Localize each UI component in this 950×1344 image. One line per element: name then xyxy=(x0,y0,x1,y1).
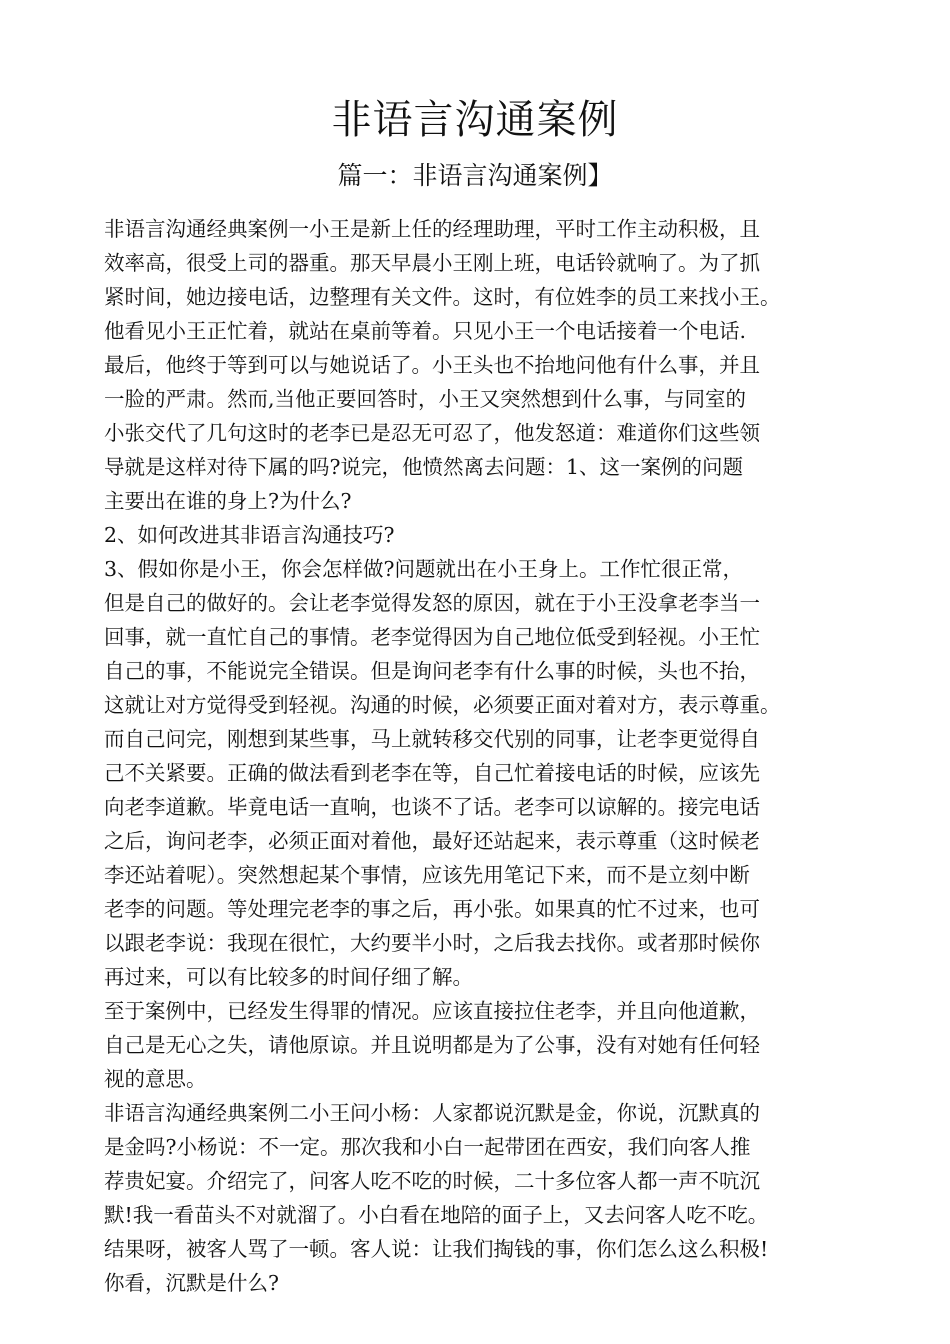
body-line: 李还站着呢）。突然想起某个事情，应该先用笔记下来，而不是立刻中断 xyxy=(104,863,750,887)
body-line: 他看见小王正忙着，就站在桌前等着。只见小王一个电话接着一个电话. xyxy=(104,319,747,343)
body-line: 非语言沟通经典案例一小王是新上任的经理助理，平时工作主动积极，且 xyxy=(104,217,760,241)
body-line: 自己是无心之失，请他原谅。并且说明都是为了公事，没有对她有任何轻 xyxy=(104,1033,760,1057)
body-line: 一脸的严肃。然而,当他正要回答时，小王又突然想到什么事，与同室的 xyxy=(104,387,747,411)
body-line: 而自己问完，刚想到某些事，马上就转移交代别的同事，让老李更觉得自 xyxy=(104,727,760,751)
body-line: 己不关紧要。正确的做法看到老李在等，自己忙着接电话的时候，应该先 xyxy=(104,761,760,785)
body-line: 以跟老李说：我现在很忙，大约要半小时，之后我去找你。或者那时候你 xyxy=(104,931,760,955)
body-line: 视的意思。 xyxy=(104,1067,207,1091)
body-line: 这就让对方觉得受到轻视。沟通的时候，必须要正面对着对方，表示尊重。 xyxy=(104,693,781,717)
body-line: 回事，就一直忙自己的事情。老李觉得因为自己地位低受到轻视。小王忙 xyxy=(104,625,760,649)
body-line: 非语言沟通经典案例二小王问小杨：人家都说沉默是金，你说，沉默真的 xyxy=(104,1101,760,1125)
body-line: 是金吗?小杨说：不一定。那次我和小白一起带团在西安，我们向客人推 xyxy=(104,1135,751,1159)
body-line: 默!我一看苗头不对就溜了。小白看在地陪的面子上，又去问客人吃不吃。 xyxy=(104,1203,769,1227)
body-line: 向老李道歉。毕竟电话一直响，也谈不了话。老李可以谅解的。接完电话 xyxy=(104,795,760,819)
body-line: 老李的问题。等处理完老李的事之后，再小张。如果真的忙不过来，也可 xyxy=(104,897,760,921)
body-line: 效率高，很受上司的器重。那天早晨小王刚上班，电话铃就响了。为了抓 xyxy=(104,251,760,275)
body-line: 3、假如你是小王，你会怎样做?问题就出在小王身上。工作忙很正常， xyxy=(104,557,744,581)
body-line: 你看，沉默是什么? xyxy=(104,1271,279,1295)
document-subtitle: 篇一：非语言沟通案例】 xyxy=(337,161,613,190)
body-line: 导就是这样对待下属的吗?说完，他愤然离去问题：1、这一案例的问题 xyxy=(104,455,744,479)
body-line: 至于案例中，已经发生得罪的情况。应该直接拉住老李，并且向他道歉， xyxy=(104,999,760,1023)
body-line: 小张交代了几句这时的老李已是忍无可忍了，他发怒道：难道你们这些领 xyxy=(104,421,760,445)
body-line: 荐贵妃宴。介绍完了，问客人吃不吃的时候，二十多位客人都一声不吭沉 xyxy=(104,1169,760,1193)
body-line: 自己的事，不能说完全错误。但是询问老李有什么事的时候，头也不抬， xyxy=(104,659,760,683)
document-title: 非语言沟通案例 xyxy=(331,97,619,143)
body-line: 之后，询问老李，必须正面对着他，最好还站起来，表示尊重（这时候老 xyxy=(104,829,760,853)
body-line: 紧时间，她边接电话，边整理有关文件。这时，有位姓李的员工来找小王。 xyxy=(104,285,781,309)
body-line: 最后，他终于等到可以与她说话了。小王头也不抬地问他有什么事，并且 xyxy=(104,353,760,377)
body-line: 2、如何改进其非语言沟通技巧? xyxy=(104,523,395,547)
body-line: 结果呀，被客人骂了一顿。客人说：让我们掏钱的事，你们怎么这么积极! xyxy=(104,1237,769,1261)
body-line: 主要出在谁的身上?为什么? xyxy=(104,489,352,513)
body-line: 但是自己的做好的。会让老李觉得发怒的原因，就在于小王没拿老李当一 xyxy=(104,591,760,615)
body-line: 再过来，可以有比较多的时间仔细了解。 xyxy=(104,965,473,989)
document-body xyxy=(104,212,884,1300)
